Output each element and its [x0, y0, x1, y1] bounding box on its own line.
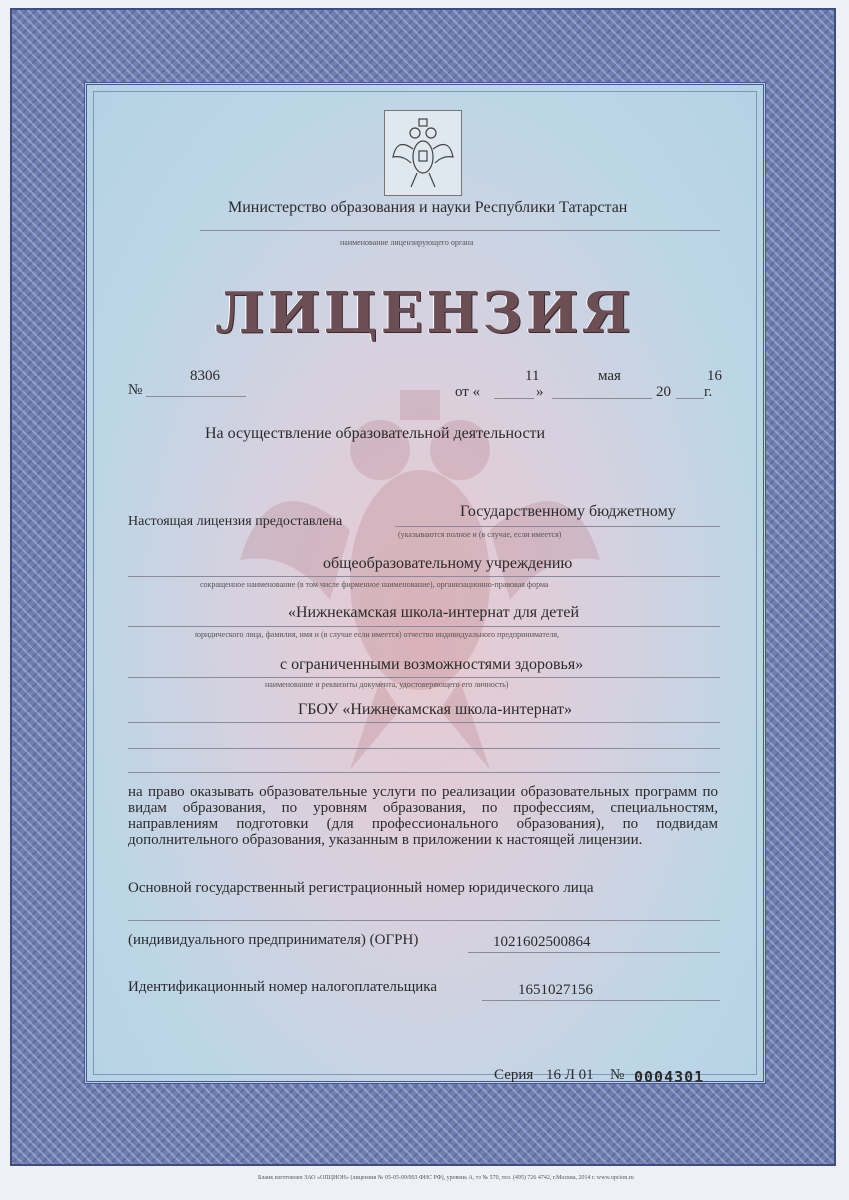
ministry-name: Министерство образования и науки Республики Татарстан — [228, 199, 628, 216]
org-line-1-underline — [395, 526, 720, 527]
document-title: ЛИЦЕНЗИЯ — [215, 280, 634, 346]
serial-number: 0004301 — [634, 1068, 705, 1086]
ministry-caption: наименование лицензирующего органа — [340, 238, 474, 247]
license-number: 8306 — [190, 368, 220, 384]
coat-of-arms — [384, 110, 462, 196]
ogrn-underline — [468, 952, 720, 953]
ogrn-value: 1021602500864 — [493, 934, 591, 950]
series-label: Серия — [494, 1067, 534, 1083]
printer-footer: Бланк изготовлен ЗАО «ОПЦИОН» (лицензия № 05-05-09/003 ФНС РФ), уровень А, тз № 570, тел. (495) 726 4742, г.Москва, 2014 г. www.opcion.ru — [258, 1175, 634, 1181]
inn-value: 1651027156 — [518, 982, 593, 998]
ogrn-label-1: Основной государственный регистрационный номер юридического лица — [128, 880, 594, 896]
month-underline — [552, 398, 652, 399]
org-short-name: ГБОУ «Нижнекамская школа-интернат» — [298, 701, 572, 718]
license-purpose: На осуществление образовательной деятельности — [205, 425, 546, 442]
ministry-underline — [200, 230, 720, 231]
ogrn-blank-line — [128, 920, 720, 921]
date-from-label: от « — [455, 384, 481, 400]
blank-line-1 — [128, 748, 720, 749]
org-line-1: Государственному бюджетному — [460, 503, 676, 520]
org-line-2: общеобразовательному учреждению — [323, 555, 573, 572]
date-year-prefix: 20 — [656, 384, 671, 400]
org-line-3: «Нижнекамская школа-интернат для детей — [288, 604, 580, 621]
ogrn-label-2: (индивидуального предпринимателя) (ОГРН) — [128, 932, 419, 948]
date-close-quote: » — [536, 384, 544, 400]
date-year-suffix: г. — [704, 384, 713, 400]
serial-sign: № — [610, 1067, 625, 1083]
org-line-3-underline — [128, 626, 720, 627]
number-label: № — [128, 382, 143, 398]
org-line-4-underline — [128, 677, 720, 678]
rights-text: на право оказывать образовательные услуги по реализации образовательных программ по видам образования, по уровням образования, по профессиям, специальностям, направлениям подготовки (для профессионального образования), по подвидам дополнительного образования, указанным в приложении к настоящей лицензии. — [128, 784, 718, 848]
date-day: 11 — [525, 368, 540, 384]
granted-label: Настоящая лицензия предоставлена — [128, 514, 343, 529]
date-month: мая — [598, 368, 621, 384]
blank-line-2 — [128, 772, 720, 773]
number-underline — [146, 396, 246, 397]
year-underline — [676, 398, 704, 399]
day-underline — [494, 398, 534, 399]
caption-4: наименование и реквизиты документа, удостоверяющего его личность) — [265, 680, 509, 689]
series-value: 16 Л 01 — [546, 1067, 594, 1083]
caption-3: юридического лица, фамилия, имя и (в случае если имеется) отчество индивидуального предпринимателя, — [195, 630, 560, 639]
inn-label: Идентификационный номер налогоплательщика — [128, 979, 438, 995]
date-year: 16 — [707, 368, 722, 384]
org-short-underline — [128, 722, 720, 723]
org-line-4: с ограниченными возможностями здоровья» — [280, 656, 584, 673]
caption-2: сокращенное наименование (в том числе фирменное наименование), организационно-правовая форма — [200, 580, 549, 589]
org-line-2-underline — [128, 576, 720, 577]
double-headed-eagle-icon — [385, 111, 461, 195]
inn-underline — [482, 1000, 720, 1001]
caption-1: (указываются полное и (в случае, если имеется) — [398, 530, 562, 539]
